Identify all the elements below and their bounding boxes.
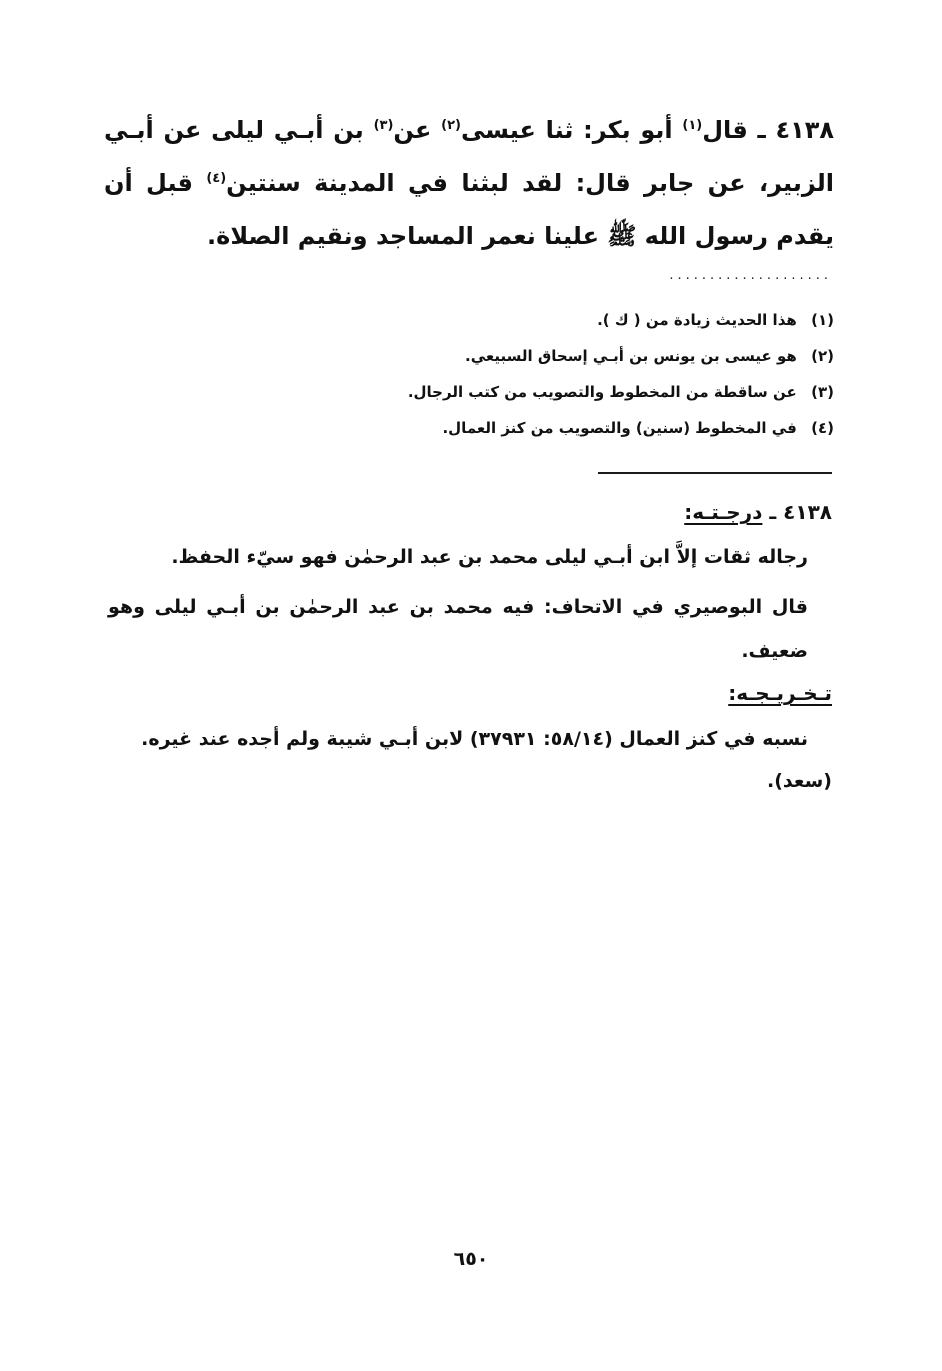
takhrij-line-2: (سعد). xyxy=(767,770,832,792)
takhrij-heading xyxy=(728,681,832,705)
page-number: ٦٥٠ xyxy=(453,1248,489,1270)
grade-line-2 xyxy=(108,585,808,673)
footnote-text: في المخطوط (سنين) والتصويب من كنز العمال. xyxy=(442,419,797,437)
hadith-segment-3: عن xyxy=(393,116,432,144)
footnote-item xyxy=(300,302,834,338)
section-divider xyxy=(598,472,832,474)
takhrij-heading-label: تـخـريـجـه: xyxy=(728,681,832,705)
footnote-text: هذا الحديث زيادة من ( ك ). xyxy=(597,311,797,329)
footnote-text: هو عيسى بن يونس بن أبـي إسحاق السبيعي. xyxy=(465,347,797,365)
takhrij-line-1: نسبه في كنز العمال (٥٨/١٤: ٣٧٩٣١) لابن أبـي شيبة ولم أجده عند غيره. xyxy=(141,728,808,750)
footnote-ref-2: (٢) xyxy=(441,118,461,133)
footnote-item xyxy=(300,338,834,374)
hadith-segment-2: أبو بكر: ثنا عيسى xyxy=(460,116,673,144)
footnote-item xyxy=(300,374,834,410)
hadith-segment-4: بن أبـي ليلى عن أبـي الزبير، عن جابر قال: لقد لبثنا في المدينة سنتين xyxy=(104,116,834,197)
hadith-segment-5: قبل أن يقدم رسول الله ﷺ علينا نعمر المساجد ونقيم الصلاة. xyxy=(104,169,834,250)
hadith-number: ٤١٣٨ xyxy=(775,116,835,144)
grade-line-2-text: قال البوصيري في الاتحاف: فيه محمد بن عبد الرحمٰن بن أبـي ليلى وهو ضعيف. xyxy=(108,596,808,662)
hadith-segment-1: قال xyxy=(702,116,748,144)
grade-dash: ـ xyxy=(769,500,777,524)
grade-number: ٤١٣٨ xyxy=(783,500,832,524)
grade-heading-label: درجـتـه: xyxy=(684,500,763,524)
footnote-ref-1: (١) xyxy=(682,118,703,133)
grade-heading xyxy=(684,500,832,524)
footnote-ref-4: (٤) xyxy=(206,171,227,186)
footnote-number: (٢) xyxy=(811,347,834,365)
footnote-number: (٣) xyxy=(811,383,834,401)
footnote-item xyxy=(300,410,834,446)
hadith-text xyxy=(104,104,834,263)
footnote-ref-3: (٣) xyxy=(373,118,394,133)
footnote-number: (٤) xyxy=(811,419,834,437)
footnote-list xyxy=(300,302,834,446)
footnote-separator: .................... xyxy=(669,268,832,283)
hadith-dash: ـ xyxy=(757,116,766,144)
grade-line-1: رجاله ثقات إلاَّ ابن أبـي ليلى محمد بن عبد الرحمٰن فهو سيّء الحفظ. xyxy=(171,546,808,568)
footnote-text: عن ساقطة من المخطوط والتصويب من كتب الرجال. xyxy=(407,383,797,401)
footnote-number: (١) xyxy=(811,311,834,329)
